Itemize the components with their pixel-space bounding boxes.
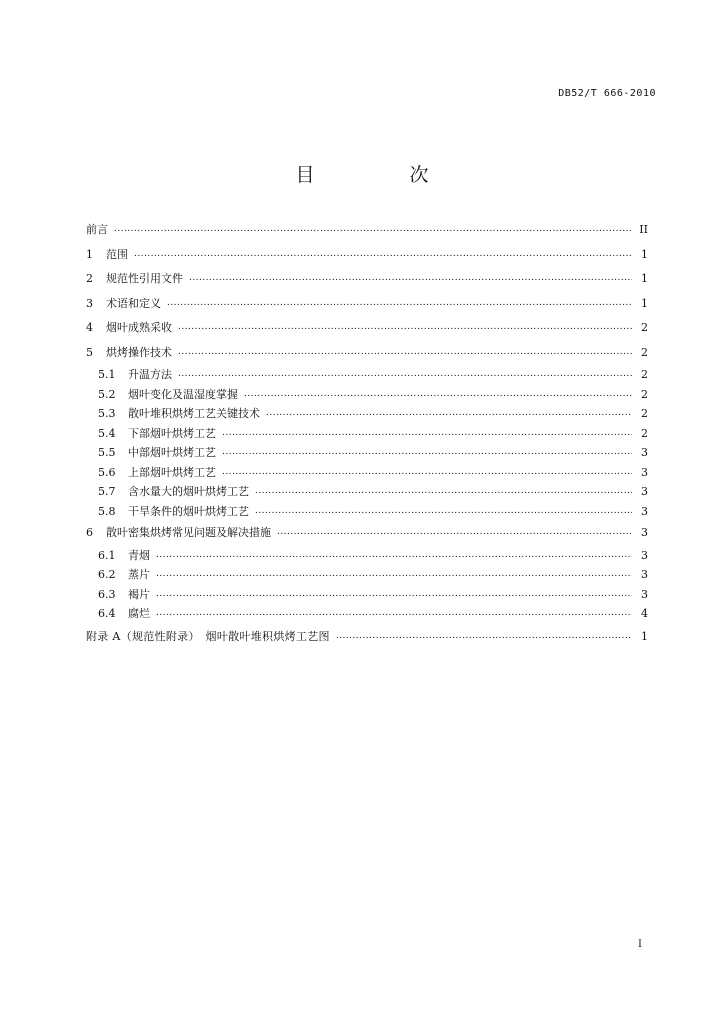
toc-entry-label: 前言 [86,223,108,236]
toc-entry-foreword[interactable] [86,218,648,243]
toc-entry-page: 1 [641,247,648,261]
table-of-contents [86,218,648,650]
toc-entry-page: 2 [641,426,648,440]
toc-entry-2[interactable] [86,267,648,292]
toc-title: 目 次 [295,164,467,186]
leader-dots [178,363,632,385]
toc-entry-number: 5 [86,345,93,359]
toc-entry-number: 4 [86,321,93,334]
toc-entry-page: 4 [641,607,648,620]
leader-dots [336,622,632,649]
leader-dots [222,422,632,444]
toc-entry-appendix-a[interactable] [86,624,648,650]
toc-entry-number: 6.2 [98,568,116,581]
leader-dots [156,602,632,624]
toc-entry-label: 褐片 [128,587,150,601]
toc-entry-label: 下部烟叶烘烤工艺 [128,426,216,440]
toc-entry-number: 5.4 [98,426,116,440]
toc-entry-label: 烟叶变化及温湿度掌握 [128,387,238,401]
leader-dots [114,216,632,242]
toc-entry-page: 3 [641,465,648,479]
leader-dots [222,461,632,483]
toc-entry-number: 6.3 [98,587,116,601]
leader-dots [167,290,632,316]
toc-entry-label: 规范性引用文件 [106,272,183,285]
leader-dots [266,402,632,424]
toc-entry-3[interactable] [86,292,648,317]
standard-code: DB52/T 666-2010 [558,88,656,99]
leader-dots [277,519,632,545]
toc-entry-number: 5.1 [98,368,116,381]
toc-entry-number: 6.4 [98,607,116,620]
page-number: I [638,939,642,950]
toc-entry-label: 范围 [106,247,128,261]
leader-dots [255,500,632,522]
toc-entry-page: 1 [641,272,648,285]
leader-dots [156,563,632,585]
toc-entry-number: 5.3 [98,407,116,420]
toc-entry-label: 附录 A（规范性附录） 烟叶散叶堆积烘烤工艺图 [86,629,330,643]
toc-entry-page: 1 [641,296,648,310]
toc-entry-label: 中部烟叶烘烤工艺 [128,446,216,459]
leader-dots [178,314,632,340]
toc-entry-number: 5.2 [98,387,116,401]
toc-entry-page: 1 [641,629,648,643]
toc-entry-label: 腐烂 [128,607,150,620]
toc-entry-label: 散叶密集烘烤常见问题及解决措施 [106,526,271,539]
toc-entry-number: 1 [86,247,93,261]
leader-dots [189,265,632,291]
toc-entry-page: II [639,223,648,236]
toc-entry-label: 含水量大的烟叶烘烤工艺 [128,485,249,498]
toc-entry-page: 2 [641,368,648,381]
toc-entry-label: 干旱条件的烟叶烘烤工艺 [128,504,249,518]
toc-entry-label: 蒸片 [128,568,150,581]
toc-entry-4[interactable] [86,316,648,341]
toc-entry-number: 5.7 [98,485,116,498]
toc-entry-page: 2 [641,345,648,359]
toc-entry-label: 上部烟叶烘烤工艺 [128,465,216,479]
leader-dots [156,583,632,605]
toc-entry-label: 升温方法 [128,368,172,381]
leader-dots [255,480,632,502]
toc-entry-page: 2 [641,387,648,401]
toc-entry-label: 烘烤操作技术 [106,345,172,359]
toc-entry-number: 6 [86,526,93,539]
toc-entry-6[interactable] [86,521,648,546]
toc-entry-number: 2 [86,272,93,285]
toc-entry-5[interactable] [86,341,648,366]
toc-entry-number: 6.1 [98,548,116,562]
toc-entry-number: 5.6 [98,465,116,479]
toc-entry-page: 3 [641,526,648,539]
toc-entry-label: 术语和定义 [106,296,161,310]
leader-dots [222,441,632,463]
toc-entry-number: 5.8 [98,504,116,518]
toc-entry-label: 烟叶成熟采收 [106,321,172,334]
toc-entry-1[interactable] [86,243,648,268]
toc-entry-page: 3 [641,568,648,581]
toc-entry-page: 3 [641,485,648,498]
toc-entry-page: 2 [641,407,648,420]
toc-entry-label: 青烟 [128,548,150,562]
leader-dots [178,339,632,365]
toc-entry-page: 3 [641,446,648,459]
toc-entry-number: 3 [86,296,93,310]
leader-dots [244,383,632,405]
leader-dots [134,241,632,267]
leader-dots [156,544,632,566]
toc-entry-number: 5.5 [98,446,116,459]
toc-entry-page: 2 [641,321,648,334]
toc-entry-page: 3 [641,587,648,601]
toc-entry-label: 散叶堆积烘烤工艺关键技术 [128,407,260,420]
toc-entry-page: 3 [641,548,648,562]
toc-entry-page: 3 [641,504,648,518]
